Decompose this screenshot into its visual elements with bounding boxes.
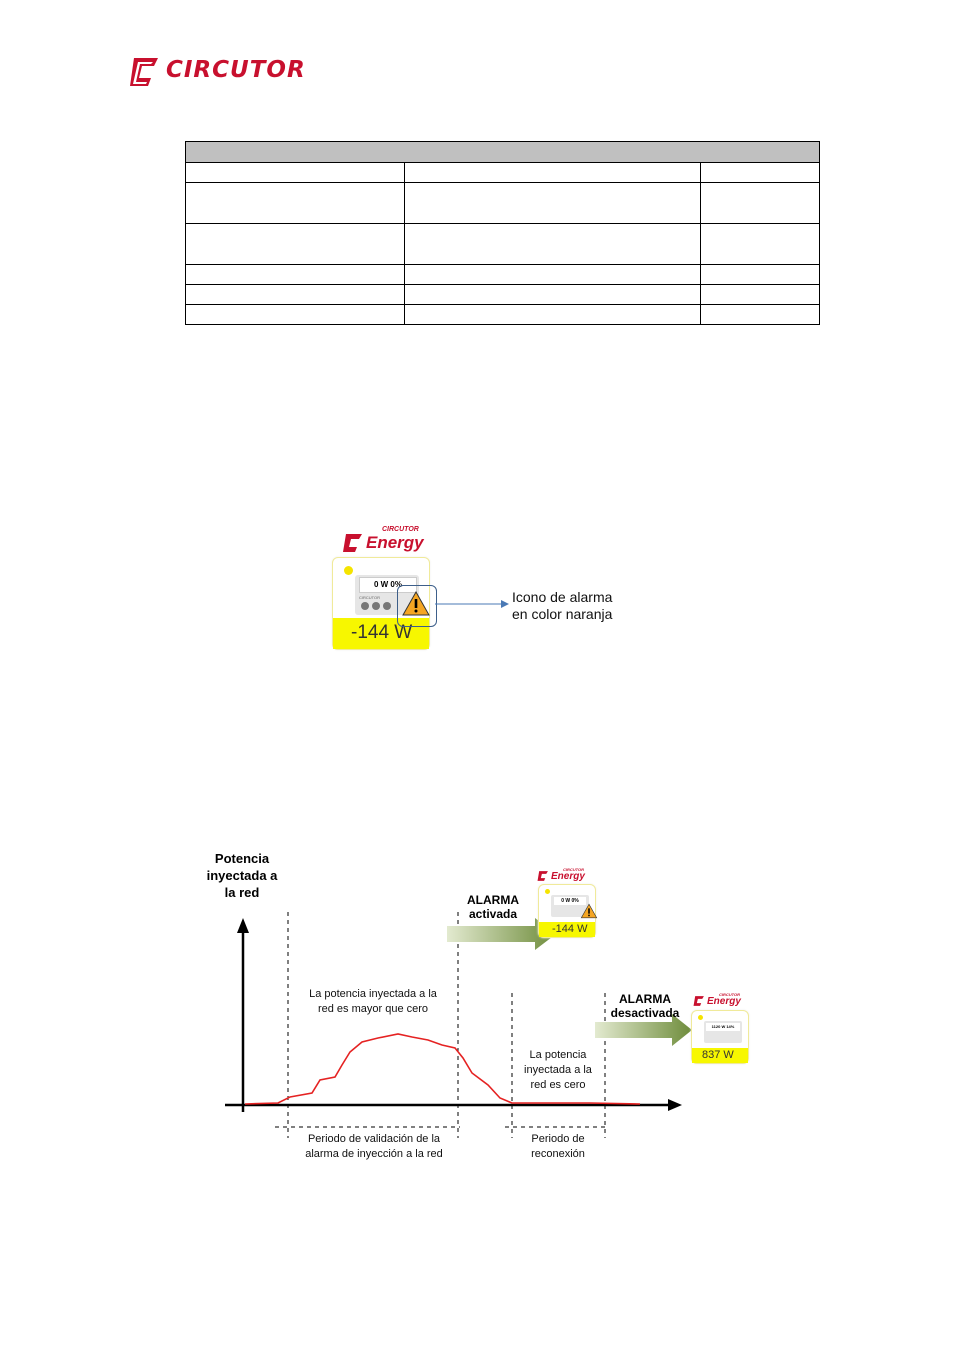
reconnection-period-label [512,1132,604,1162]
note-line: reconexión [531,1148,585,1160]
status-dot [545,889,550,894]
alarm-label-line: activada [468,907,518,921]
energy-brand-logo [693,993,753,1009]
annotation-line: en color naranja [512,606,613,622]
device-label: CIRCUTOR [359,595,381,600]
circutor-logo-icon [537,870,549,882]
energy-brand-logo [537,868,597,884]
brand-energy-text: Energy [551,871,585,882]
power-value-box [692,1048,748,1063]
power-value: 837 W [702,1049,734,1061]
power-value: -144 W [552,923,588,935]
device-display: 0 W 0% [359,577,417,593]
note-line: alarma de inyección a la red [305,1148,443,1160]
circutor-logo-icon [693,995,705,1007]
y-axis-title-line: Potencia [214,851,270,866]
note-line: Periodo de validación de la [307,1133,441,1145]
power-value: -144 W [351,622,413,643]
power-value-box [539,922,595,937]
alarm-deactivated-label [603,992,687,1020]
status-dot [698,1015,703,1020]
alarm-activated-label [455,893,531,921]
note-line: red es cero [530,1079,586,1091]
annotation-line: Icono de alarma [512,589,613,605]
note-line: inyectada a la [524,1064,592,1076]
note-line: red es mayor que cero [317,1003,429,1015]
note-line: La potencia [529,1049,587,1061]
validation-period-label [285,1132,463,1162]
note-line: Periodo de [531,1133,585,1145]
device-display: 0 W 0% [554,897,586,905]
brand-energy-text: Energy [707,996,741,1007]
alarm-label-line: ALARMA [467,893,519,907]
warning-icon [580,903,598,919]
alarm-label-line: ALARMA [619,992,671,1006]
brand-energy-text: Energy [366,533,424,552]
brand-small-text: CIRCUTOR [382,526,419,533]
device-image [704,1021,742,1043]
device-display: 1120 W 14% [706,1023,740,1031]
brand-small-text: CIRCUTOR [563,867,585,872]
note-power-zero [512,1048,604,1093]
alarm-label-line: desactivada [610,1006,680,1020]
device-card-normal [691,1010,749,1064]
note-power-above-zero [290,987,456,1017]
y-axis-title-line: la red [224,885,260,900]
note-line: La potencia inyectada a la [309,988,437,1000]
y-axis-title-line: inyectada a [206,868,278,883]
logo-wordmark: CIRCUTOR [166,57,306,83]
brand-small-text: CIRCUTOR [719,992,741,997]
